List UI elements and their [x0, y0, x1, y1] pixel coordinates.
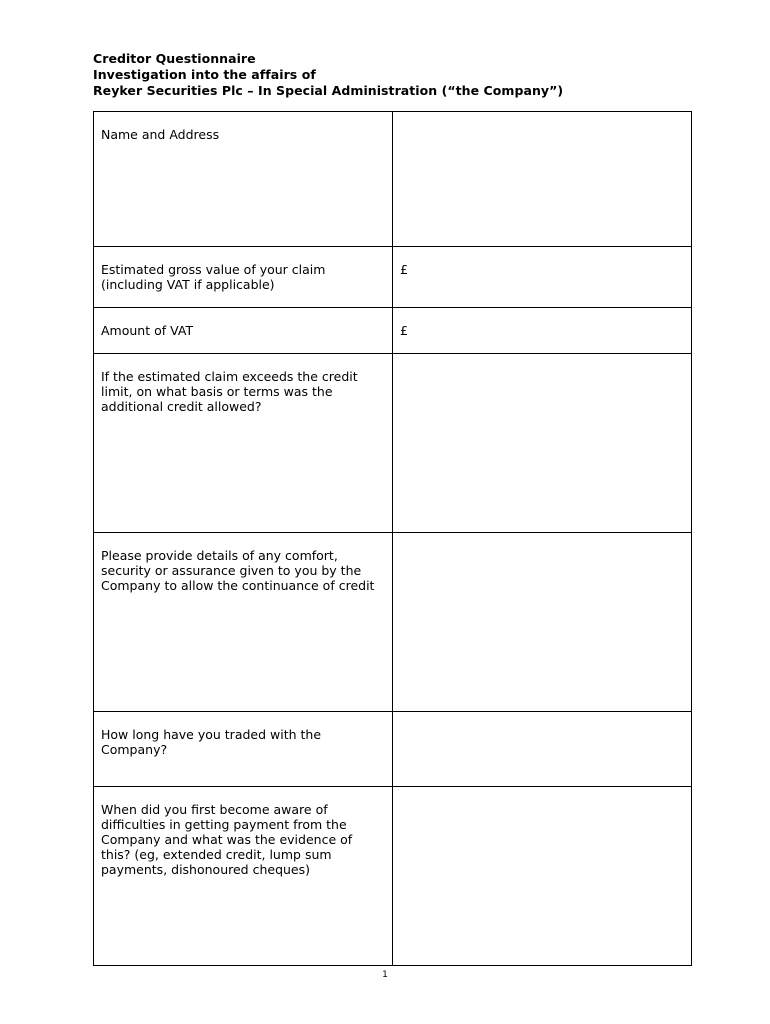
answer-text — [393, 787, 691, 802]
document-subtitle: Investigation into the affairs of — [93, 67, 316, 82]
question-cell — [94, 112, 393, 247]
answer-cell-trading-length[interactable] — [393, 712, 692, 787]
answer-cell-vat-amount[interactable] — [393, 308, 692, 354]
table-row — [94, 712, 692, 787]
answer-cell-credit-basis[interactable] — [393, 354, 692, 533]
answer-cell-comfort-security[interactable] — [393, 533, 692, 712]
company-name: Reyker Securities Plc – In Special Administration (“the Company”) — [93, 83, 564, 98]
answer-text — [393, 533, 691, 548]
question-name-address: Name and Address — [101, 127, 220, 142]
table-row — [94, 354, 692, 533]
document-title: Creditor Questionnaire — [93, 51, 256, 66]
question-cell — [94, 308, 393, 354]
answer-cell-name-address[interactable] — [393, 112, 692, 247]
question-comfort-security: Please provide details of any comfort, security or assurance given to you by the Company to allow the continuance of credit — [101, 548, 375, 593]
question-vat-amount: Amount of VAT — [101, 323, 194, 338]
table-row — [94, 112, 692, 247]
question-cell — [94, 533, 393, 712]
question-payment-difficulties: When did you first become aware of difficulties in getting payment from the Company and what was the evidence of this? (eg, extended credit, lump sum payments, dishonoured cheques) — [101, 802, 353, 877]
answer-cell-payment-difficulties[interactable] — [393, 787, 692, 966]
table-row — [94, 247, 692, 308]
answer-text — [393, 354, 691, 369]
answer-text: £ — [400, 262, 408, 277]
question-trading-length: How long have you traded with the Company? — [101, 727, 322, 757]
answer-text — [393, 712, 691, 727]
question-cell — [94, 787, 393, 966]
document-header — [93, 51, 563, 99]
question-cell — [94, 247, 393, 308]
table-row — [94, 787, 692, 966]
answer-text: £ — [400, 323, 408, 338]
answer-cell-claim-value[interactable] — [393, 247, 692, 308]
question-cell — [94, 354, 393, 533]
question-claim-value: Estimated gross value of your claim (including VAT if applicable) — [101, 262, 326, 292]
questionnaire-table — [93, 111, 692, 966]
page-number: 1 — [382, 970, 388, 980]
answer-text — [393, 112, 691, 127]
table-row — [94, 533, 692, 712]
question-cell — [94, 712, 393, 787]
question-credit-basis: If the estimated claim exceeds the credit limit, on what basis or terms was the additional credit allowed? — [101, 369, 358, 414]
table-row — [94, 308, 692, 354]
